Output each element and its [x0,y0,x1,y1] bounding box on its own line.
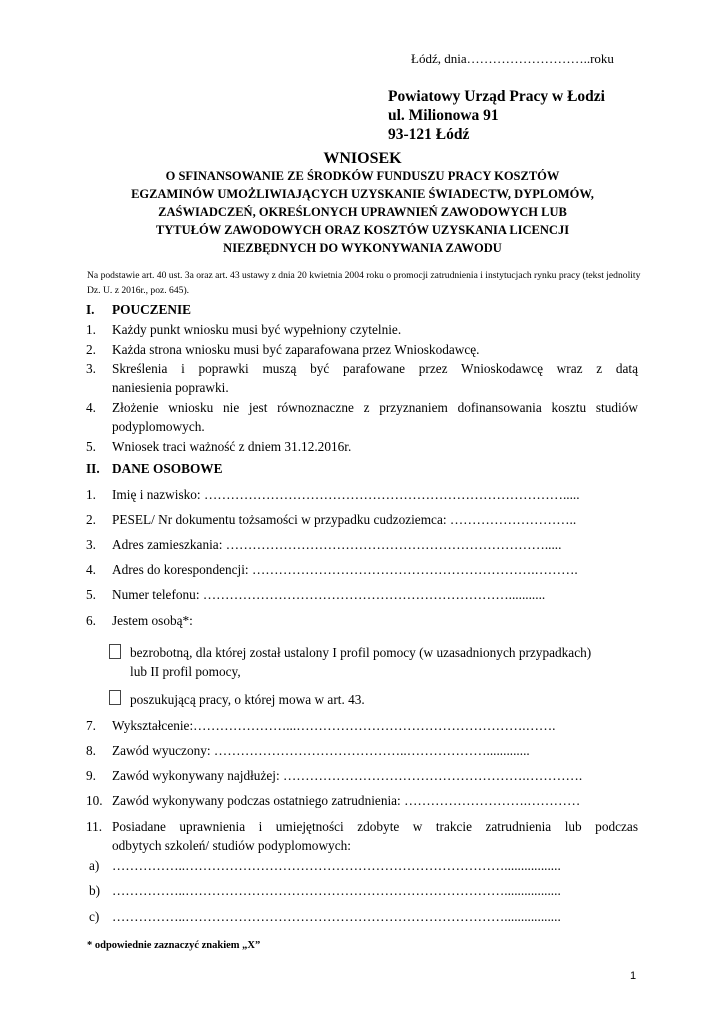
page-number: 1 [630,970,637,982]
field-number: 7. [86,718,96,733]
subitem-label: b) [89,883,101,898]
subtitle-line: ZAŚWIADCZEŃ, OKREŚLONYCH UPRAWNIEŃ ZAWODOWYCH LUB [158,205,567,219]
job-seeker-checkbox[interactable] [109,690,121,705]
instruction-number: 5. [86,439,96,454]
section-1-title: POUCZENIE [112,302,192,317]
field-number: 2. [86,512,96,527]
document-subtitle [80,167,645,257]
instruction-number: 4. [86,400,96,415]
office-street: ul. Milionowa 91 [388,107,499,124]
field-number: 9. [86,768,96,783]
field-number: 11. [86,819,103,834]
field-number: 6. [86,613,96,628]
office-city: 93-121 Łódź [388,126,470,143]
qualification-line-a[interactable]: ……………..………………………………………………………………................. [112,858,561,873]
field-number: 4. [86,562,96,577]
qualification-line-b[interactable]: ……………..………………………………………………………………................. [112,883,561,898]
qualifications-label: Posiadane uprawnienia i umiejętności zdobyte w trakcie zatrudnienia lub podczas [112,819,638,834]
qualification-line-c[interactable]: ……………..………………………………………………………………................. [112,909,561,924]
person-status-label: Jestem osobą*: [112,613,193,628]
field-number: 1. [86,487,96,502]
unemployed-checkbox[interactable] [109,644,121,659]
unemployed-option-label-cont: lub II profil pomocy, [130,664,241,679]
instruction-text: Złożenie wniosku nie jest równoznaczne z przyznaniem dofinansowania kosztu studiów [112,400,638,415]
subitem-label: a) [89,858,100,873]
full-name-field[interactable]: Imię i nazwisko: ………………………………………………………………………..... [112,487,580,502]
office-name: Powiatowy Urząd Pracy w Łodzi [388,88,605,105]
subtitle-line: NIEZBĘDNYCH DO WYKONYWANIA ZAWODU [223,241,502,255]
education-field[interactable]: Wykształcenie:…………………...…………………………………………….……. [112,718,556,733]
legal-basis: Na podstawie art. 40 ust. 3a oraz art. 43 ustawy z dnia 20 kwietnia 2004 roku o promocji zatrudnienia i instytucjach rynku pracy (tekst jednolity Dz. U. z 2016r., poz. 645). [87,270,641,296]
home-address-field[interactable]: Adres zamieszkania: ………………………………………………………………..... [112,537,562,552]
subtitle-line: EGZAMINÓW UMOŻLIWIAJĄCYCH UZYSKANIE ŚWIADECTW, DYPLOMÓW, [131,187,594,201]
qualifications-label-cont: odbytych szkoleń/ studiów podyplomowych: [112,838,351,853]
instruction-number: 1. [86,322,96,337]
instruction-number: 3. [86,361,96,376]
instruction-number: 2. [86,342,96,357]
learned-profession-field[interactable]: Zawód wyuczony: ……………………………………..………………............. [112,743,530,758]
last-job-profession-field[interactable]: Zawód wykonywany podczas ostatniego zatrudnienia: ……………………….………… [112,793,581,808]
phone-field[interactable]: Numer telefonu: ……………………………………………………………........... [112,587,546,602]
field-number: 8. [86,743,96,758]
instruction-text-cont: podyplomowych. [112,419,205,434]
pesel-field[interactable]: PESEL/ Nr dokumentu tożsamości w przypadku cudzoziemca: ……………………….. [112,512,577,527]
field-number: 10. [86,793,103,808]
subtitle-line: TYTUŁÓW ZAWODOWYCH ORAZ KOSZTÓW UZYSKANIA LICENCJI [155,223,570,237]
instruction-text: Skreślenia i poprawki muszą być parafowane przez Wnioskodawcę wraz z datą [112,361,638,376]
instruction-text-cont: naniesienia poprawki. [112,380,229,395]
place-date-line[interactable]: Łódź, dnia………………………..roku [411,51,614,66]
instruction-text: Każda strona wniosku musi być zaparafowana przez Wnioskodawcę. [112,342,480,357]
correspondence-address-field[interactable]: Adres do korespondencji: ……………………………………………………….………. [112,562,578,577]
section-2-title: DANE OSOBOWE [112,461,223,476]
document-title: WNIOSEK [323,150,402,167]
unemployed-option-label: bezrobotną, dla której został ustalony I profil pomocy (w uzasadnionych przypadkach) [130,645,592,660]
instruction-text: Każdy punkt wniosku musi być wypełniony czytelnie. [112,322,402,337]
section-1-number: I. [86,302,95,317]
instruction-text: Wniosek traci ważność z dniem 31.12.2016r. [112,439,352,454]
field-number: 5. [86,587,96,602]
subtitle-line: O SFINANSOWANIE ZE ŚRODKÓW FUNDUSZU PRACY KOSZTÓW [165,169,560,183]
field-number: 3. [86,537,96,552]
longest-profession-field[interactable]: Zawód wykonywany najdłużej: ……………………………………………….…………. [112,768,583,783]
section-2-number: II. [86,461,100,476]
job-seeker-option-label: poszukującą pracy, o której mowa w art. 43. [130,692,365,707]
subitem-label: c) [89,909,100,924]
footnote: * odpowiednie zaznaczyć znakiem „X” [87,940,261,951]
